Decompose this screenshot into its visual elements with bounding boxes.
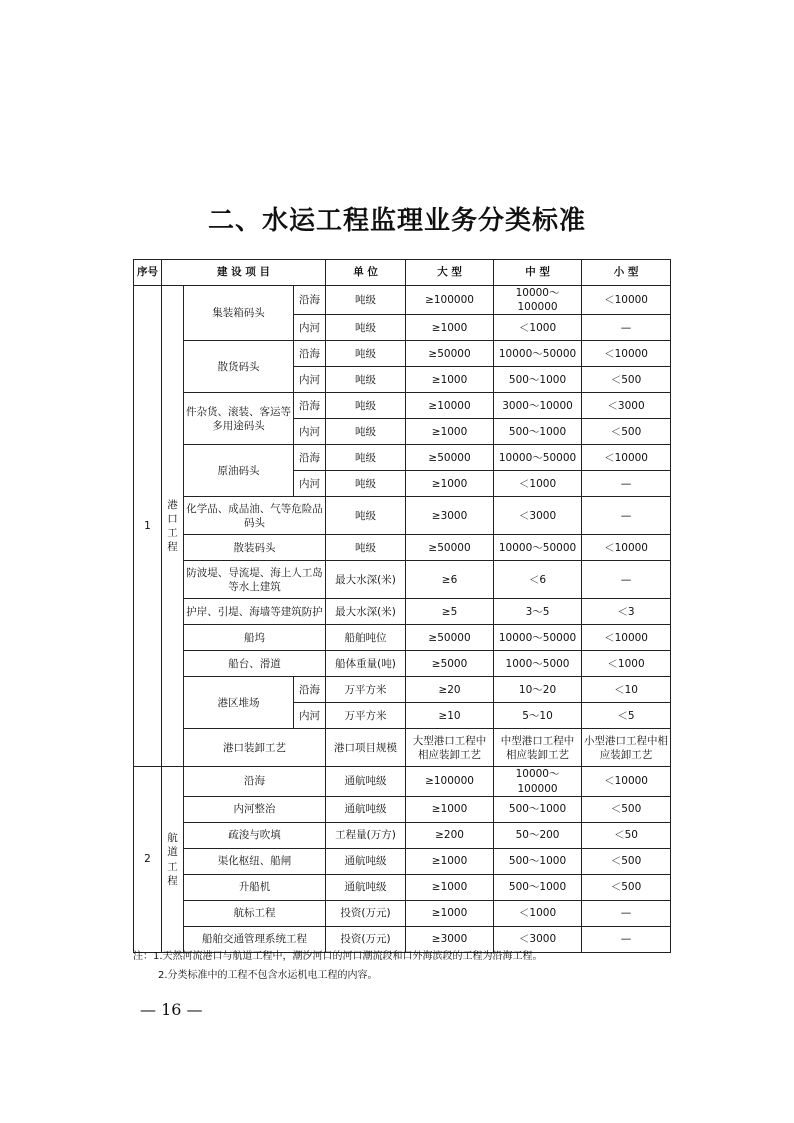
- group-name: 港 口 工 程: [162, 286, 184, 767]
- large-cell: ≥20: [406, 677, 494, 703]
- large-cell: ≥6: [406, 561, 494, 599]
- large-cell: ≥5000: [406, 651, 494, 677]
- header-unit: 单 位: [326, 260, 406, 286]
- table-row: [134, 796, 671, 822]
- table-row: [134, 497, 671, 535]
- header-medium: 中 型: [494, 260, 582, 286]
- footnote-1: 注：1.天然河流港口与航道工程中，潮汐河口的河口潮流段和口外海滨段的工程为沿海工程。: [133, 951, 543, 962]
- unit-cell: 万平方米: [326, 703, 406, 729]
- project-name: 内河整治: [184, 796, 326, 822]
- sub-type: 内河: [294, 703, 326, 729]
- large-cell: ≥1000: [406, 419, 494, 445]
- project-name: 化学品、成品油、气等危险品码头: [184, 497, 326, 535]
- group-seq: 1: [134, 286, 162, 767]
- sub-type: 沿海: [294, 677, 326, 703]
- large-cell: 大型港口工程中相应装卸工艺: [406, 729, 494, 767]
- large-cell: ≥1000: [406, 315, 494, 341]
- medium-cell: ＜6: [494, 561, 582, 599]
- header-project: 建 设 项 目: [162, 260, 326, 286]
- table-header-row: [134, 260, 671, 286]
- project-name: 防波堤、导流堤、海上人工岛等水上建筑: [184, 561, 326, 599]
- small-cell: —: [582, 315, 671, 341]
- medium-cell: ＜1000: [494, 315, 582, 341]
- large-cell: ≥10000: [406, 393, 494, 419]
- large-cell: ≥5: [406, 599, 494, 625]
- medium-cell: 500～1000: [494, 419, 582, 445]
- large-cell: ≥50000: [406, 445, 494, 471]
- table-row: [134, 729, 671, 767]
- large-cell: ≥50000: [406, 341, 494, 367]
- small-cell: ＜5: [582, 703, 671, 729]
- table-row: [134, 625, 671, 651]
- medium-cell: 10000～50000: [494, 535, 582, 561]
- unit-cell: 吨级: [326, 535, 406, 561]
- large-cell: ≥50000: [406, 625, 494, 651]
- unit-cell: 吨级: [326, 315, 406, 341]
- small-cell: ＜500: [582, 874, 671, 900]
- small-cell: —: [582, 497, 671, 535]
- header-small: 小 型: [582, 260, 671, 286]
- medium-cell: 3000～10000: [494, 393, 582, 419]
- small-cell: 小型港口工程中相应装卸工艺: [582, 729, 671, 767]
- project-name: 疏浚与吹填: [184, 822, 326, 848]
- large-cell: ≥100000: [406, 767, 494, 796]
- project-name: 升船机: [184, 874, 326, 900]
- medium-cell: 50～200: [494, 822, 582, 848]
- sub-type: 沿海: [294, 445, 326, 471]
- sub-type: 沿海: [294, 393, 326, 419]
- unit-cell: 吨级: [326, 497, 406, 535]
- project-name: 船舶交通管理系统工程: [184, 926, 326, 952]
- large-cell: ≥1000: [406, 367, 494, 393]
- large-cell: ≥1000: [406, 848, 494, 874]
- table-row: [134, 874, 671, 900]
- medium-cell: ＜3000: [494, 497, 582, 535]
- medium-cell: 10000～50000: [494, 445, 582, 471]
- medium-cell: 10000～50000: [494, 625, 582, 651]
- small-cell: —: [582, 926, 671, 952]
- large-cell: ≥100000: [406, 286, 494, 315]
- large-cell: ≥10: [406, 703, 494, 729]
- unit-cell: 吨级: [326, 367, 406, 393]
- project-name: 原油码头: [184, 445, 294, 497]
- small-cell: —: [582, 471, 671, 497]
- table-row: [134, 599, 671, 625]
- unit-cell: 船体重量(吨): [326, 651, 406, 677]
- table-row: [134, 848, 671, 874]
- project-name: 港区堆场: [184, 677, 294, 729]
- project-name: 集装箱码头: [184, 286, 294, 341]
- unit-cell: 船舶吨位: [326, 625, 406, 651]
- small-cell: ＜500: [582, 367, 671, 393]
- table-row: [134, 651, 671, 677]
- large-cell: ≥200: [406, 822, 494, 848]
- table-row: [134, 341, 671, 367]
- large-cell: ≥1000: [406, 874, 494, 900]
- table-row: [134, 445, 671, 471]
- project-name: 散货码头: [184, 341, 294, 393]
- unit-cell: 吨级: [326, 445, 406, 471]
- medium-cell: 10000～100000: [494, 286, 582, 315]
- header-large: 大 型: [406, 260, 494, 286]
- sub-type: 内河: [294, 367, 326, 393]
- large-cell: ≥1000: [406, 900, 494, 926]
- unit-cell: 万平方米: [326, 677, 406, 703]
- large-cell: ≥1000: [406, 471, 494, 497]
- small-cell: ＜500: [582, 419, 671, 445]
- unit-cell: 吨级: [326, 341, 406, 367]
- small-cell: ＜3: [582, 599, 671, 625]
- unit-cell: 吨级: [326, 419, 406, 445]
- project-name: 护岸、引堤、海墙等建筑防护: [184, 599, 326, 625]
- small-cell: ＜1000: [582, 651, 671, 677]
- large-cell: ≥3000: [406, 497, 494, 535]
- unit-cell: 最大水深(米): [326, 561, 406, 599]
- medium-cell: 10～20: [494, 677, 582, 703]
- unit-cell: 通航吨级: [326, 848, 406, 874]
- unit-cell: 投资(万元): [326, 926, 406, 952]
- medium-cell: 500～1000: [494, 796, 582, 822]
- project-name: 航标工程: [184, 900, 326, 926]
- small-cell: ＜500: [582, 848, 671, 874]
- small-cell: ＜10000: [582, 341, 671, 367]
- small-cell: —: [582, 900, 671, 926]
- project-name: 沿海: [184, 767, 326, 796]
- project-name: 渠化枢纽、船闸: [184, 848, 326, 874]
- group-seq: 2: [134, 767, 162, 952]
- table-row: [134, 286, 671, 315]
- unit-cell: 投资(万元): [326, 900, 406, 926]
- medium-cell: ＜3000: [494, 926, 582, 952]
- sub-type: 内河: [294, 315, 326, 341]
- small-cell: —: [582, 561, 671, 599]
- sub-type: 内河: [294, 471, 326, 497]
- page-number: — 16 —: [140, 1000, 203, 1019]
- sub-type: 沿海: [294, 341, 326, 367]
- small-cell: ＜10000: [582, 445, 671, 471]
- medium-cell: 1000～5000: [494, 651, 582, 677]
- table-row: [134, 900, 671, 926]
- small-cell: ＜10000: [582, 535, 671, 561]
- medium-cell: 5～10: [494, 703, 582, 729]
- table-row: [134, 822, 671, 848]
- large-cell: ≥3000: [406, 926, 494, 952]
- unit-cell: 最大水深(米): [326, 599, 406, 625]
- unit-cell: 吨级: [326, 393, 406, 419]
- medium-cell: ＜1000: [494, 471, 582, 497]
- sub-type: 沿海: [294, 286, 326, 315]
- large-cell: ≥50000: [406, 535, 494, 561]
- small-cell: ＜10000: [582, 625, 671, 651]
- table-row: [134, 535, 671, 561]
- small-cell: ＜10000: [582, 286, 671, 315]
- small-cell: ＜10000: [582, 767, 671, 796]
- unit-cell: 吨级: [326, 471, 406, 497]
- project-name: 船坞: [184, 625, 326, 651]
- unit-cell: 工程量(万方): [326, 822, 406, 848]
- classification-table: [133, 259, 671, 953]
- project-name: 散装码头: [184, 535, 326, 561]
- medium-cell: 中型港口工程中相应装卸工艺: [494, 729, 582, 767]
- table-row: [134, 393, 671, 419]
- table-row: [134, 561, 671, 599]
- group-name: 航 道 工 程: [162, 767, 184, 952]
- small-cell: ＜3000: [582, 393, 671, 419]
- unit-cell: 通航吨级: [326, 874, 406, 900]
- page-title: 二、水运工程监理业务分类标准: [207, 206, 586, 236]
- table-row: [134, 677, 671, 703]
- small-cell: ＜50: [582, 822, 671, 848]
- small-cell: ＜500: [582, 796, 671, 822]
- medium-cell: ＜1000: [494, 900, 582, 926]
- medium-cell: 10000～50000: [494, 341, 582, 367]
- project-name: 件杂货、滚装、客运等多用途码头: [184, 393, 294, 445]
- unit-cell: 通航吨级: [326, 796, 406, 822]
- unit-cell: 吨级: [326, 286, 406, 315]
- large-cell: ≥1000: [406, 796, 494, 822]
- medium-cell: 500～1000: [494, 848, 582, 874]
- medium-cell: 500～1000: [494, 874, 582, 900]
- medium-cell: 500～1000: [494, 367, 582, 393]
- footnote-2: 2.分类标准中的工程不包含水运机电工程的内容。: [158, 970, 378, 981]
- unit-cell: 港口项目规模: [326, 729, 406, 767]
- sub-type: 内河: [294, 419, 326, 445]
- unit-cell: 通航吨级: [326, 767, 406, 796]
- project-name: 港口装卸工艺: [184, 729, 326, 767]
- header-seq: 序号: [134, 260, 162, 286]
- medium-cell: 3～5: [494, 599, 582, 625]
- project-name: 船台、滑道: [184, 651, 326, 677]
- table-row: [134, 767, 671, 796]
- small-cell: ＜10: [582, 677, 671, 703]
- medium-cell: 10000～100000: [494, 767, 582, 796]
